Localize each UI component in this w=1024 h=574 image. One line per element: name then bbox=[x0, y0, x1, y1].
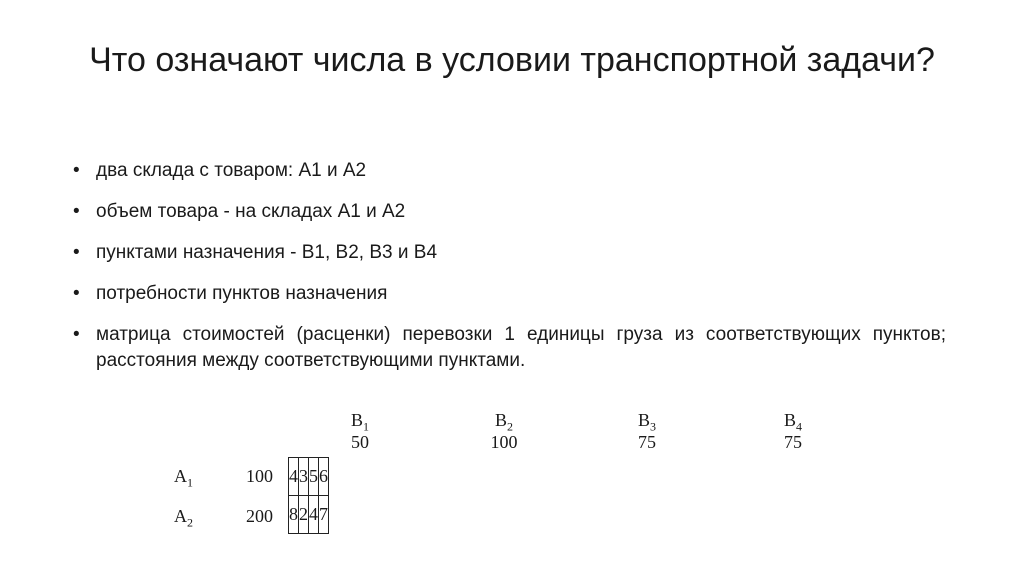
destination-demand: 75 bbox=[638, 432, 656, 452]
table-row bbox=[289, 458, 329, 496]
bullet-text: матрица стоимостей (расценки) перевозки 1 единицы груза из соответствующих пунктов; расстояния между соответствующими пунктами. bbox=[96, 324, 946, 371]
table-row bbox=[289, 496, 329, 534]
cost-cell: 3 bbox=[299, 458, 309, 496]
destination-demand: 50 bbox=[351, 432, 369, 452]
bullet-list bbox=[70, 158, 946, 389]
bullet-dot: • bbox=[73, 160, 80, 181]
cost-cell: 7 bbox=[319, 496, 329, 534]
bullet-dot: • bbox=[73, 283, 80, 304]
bullet-text: пунктами назначения - В1, В2, В3 и В4 bbox=[96, 242, 438, 263]
bullet-item bbox=[70, 322, 946, 374]
bullet-dot: • bbox=[73, 242, 80, 263]
cost-cell: 4 bbox=[309, 496, 319, 534]
cost-cell: 2 bbox=[299, 496, 309, 534]
destination-label: $B_4$ bbox=[783, 410, 802, 434]
source-label: $A_2$ bbox=[174, 506, 193, 530]
destination-label: $B_1$ bbox=[350, 410, 369, 434]
cost-cell: 8 bbox=[289, 496, 299, 534]
bullet-item bbox=[70, 240, 946, 266]
source-supply: 100 bbox=[246, 466, 273, 486]
bullet-dot: • bbox=[73, 324, 80, 345]
cost-cell: 4 bbox=[289, 458, 299, 496]
bullet-item bbox=[70, 199, 946, 225]
bullet-dot: • bbox=[73, 201, 80, 222]
cost-matrix bbox=[288, 457, 329, 534]
bullet-text: два склада с товаром: А1 и А2 bbox=[96, 160, 367, 181]
bullet-text: потребности пунктов назначения bbox=[96, 283, 388, 304]
destination-demand: 75 bbox=[784, 432, 802, 452]
source-supply: 200 bbox=[246, 506, 273, 526]
source-label: $A_1$ bbox=[174, 466, 193, 490]
destination-demand: 100 bbox=[490, 432, 518, 452]
cost-cell: 5 bbox=[309, 458, 319, 496]
destination-label: $B_3$ bbox=[637, 410, 656, 434]
bullet-text: объем товара - на складах А1 и А2 bbox=[96, 201, 406, 222]
bullet-item bbox=[70, 158, 946, 184]
slide-title: Что означают числа в условии транспортной задачи? bbox=[89, 41, 935, 79]
destination-label: $B_2$ bbox=[494, 410, 513, 434]
bullet-item bbox=[70, 281, 946, 307]
cost-cell: 6 bbox=[319, 458, 329, 496]
